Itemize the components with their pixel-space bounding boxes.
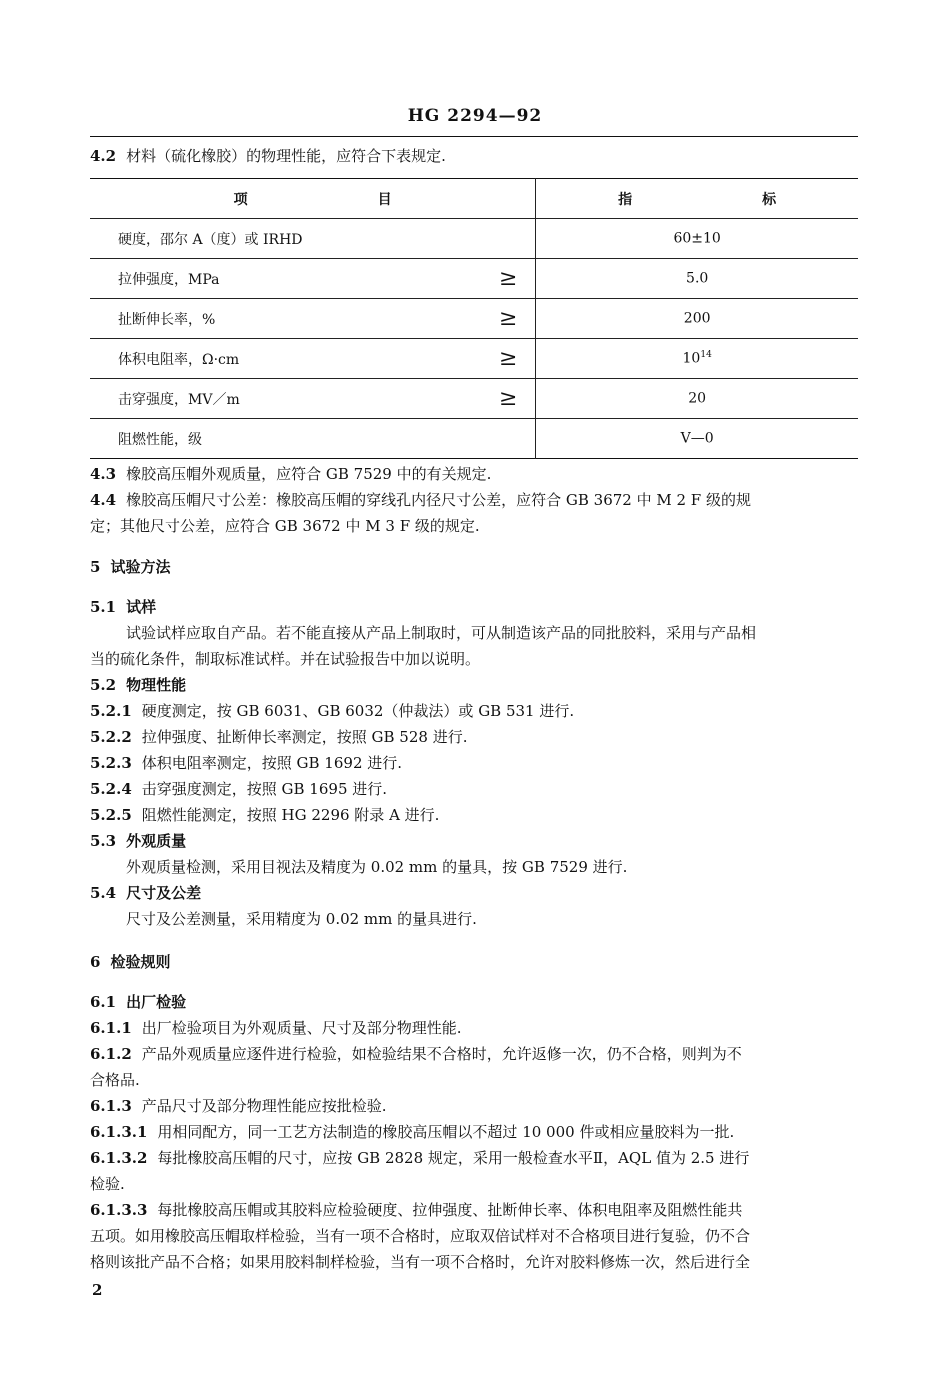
property-value: 5.0 [536, 259, 858, 299]
header-rule [90, 136, 858, 137]
clause-4-2 [90, 146, 860, 166]
clause-4-4: 4.4 橡胶高压帽尺寸公差：橡胶高压帽的穿线孔内径尺寸公差，应符合 GB 3672 中 M 2 F 级的规 [90, 491, 751, 509]
clause-number: 4.2 [90, 147, 117, 165]
clause-5-2-4: 5.2.4 击穿强度测定，按照 GB 1695 进行. [90, 780, 388, 798]
clause-6-1-3-3-continued-2: 格则该批产品不合格；如果用胶料制样检验，当有一项不合格时，允许对胶料修炼一次，然后进行全 [90, 1253, 751, 1271]
table-row [90, 379, 858, 419]
clause-6-1-2: 6.1.2 产品外观质量应逐件进行检验，如检验结果不合格时，允许返修一次，仍不合格，则判为不 [90, 1045, 742, 1063]
clause-5-4-heading: 5.4 尺寸及公差 [90, 884, 202, 902]
clause-5-1-heading: 5.1 试样 [90, 598, 157, 616]
clause-5-3-text: 外观质量检测，采用目视法及精度为 0.02 mm 的量具，按 GB 7529 进行. [126, 858, 628, 876]
table-row [90, 299, 858, 339]
comparison-symbol [481, 219, 536, 259]
comparison-symbol: ≥ [499, 266, 518, 291]
page-number: 2 [92, 1281, 103, 1299]
clause-6-1-3: 6.1.3 产品尺寸及部分物理性能应按批检验. [90, 1097, 387, 1115]
property-name: 硬度，邵尔 A（度）或 IRHD [118, 231, 303, 248]
property-value: 20 [536, 379, 858, 419]
property-name: 扯断伸长率，% [118, 311, 216, 328]
clause-5-2-5: 5.2.5 阻燃性能测定，按照 HG 2296 附录 A 进行. [90, 806, 440, 824]
clause-5-2-1: 5.2.1 硬度测定，按 GB 6031、GB 6032（仲裁法）或 GB 531 进行. [90, 702, 575, 720]
property-value: V—0 [536, 419, 858, 459]
table-row [90, 339, 858, 379]
table-header-row [90, 179, 858, 219]
property-name: 体积电阻率，Ω·cm [118, 351, 240, 368]
clause-6-1-1: 6.1.1 出厂检验项目为外观质量、尺寸及部分物理性能. [90, 1019, 462, 1037]
standard-code-header: HG 2294—92 [407, 106, 543, 126]
clause-5-4-text: 尺寸及公差测量，采用精度为 0.02 mm 的量具进行. [126, 910, 477, 928]
clause-6-1-3-1: 6.1.3.1 用相同配方，同一工艺方法制造的橡胶高压帽以不超过 10 000 件或相应量胶料为一批. [90, 1123, 735, 1141]
clause-text: 材料（硫化橡胶）的物理性能，应符合下表规定. [126, 147, 446, 165]
clause-5-2-2: 5.2.2 拉伸强度、扯断伸长率测定，按照 GB 528 进行. [90, 728, 468, 746]
clause-4-3: 4.3 橡胶高压帽外观质量，应符合 GB 7529 中的有关规定. [90, 465, 492, 483]
clause-4-4-continued: 定；其他尺寸公差，应符合 GB 3672 中 M 3 F 级的规定. [90, 517, 480, 535]
clause-6-1-3-2-continued: 检验. [90, 1175, 125, 1193]
clause-5-1-text-continued: 当的硫化条件，制取标准试样。并在试验报告中加以说明。 [90, 650, 481, 668]
physical-properties-table [90, 178, 858, 459]
comparison-symbol [481, 419, 536, 459]
clause-6-1-3-3-continued-1: 五项。如用橡胶高压帽取样检验，当有一项不合格时，应取双倍试样对不合格项目进行复验，仍不合 [90, 1227, 751, 1245]
property-value: $10^{14}$ [536, 339, 858, 379]
section-6-heading: 6 检验规则 [90, 953, 171, 971]
clause-6-1-2-continued: 合格品. [90, 1071, 140, 1089]
property-name: 阻燃性能，级 [118, 431, 202, 448]
property-name: 拉伸强度，MPa [118, 271, 220, 288]
property-value: 60±10 [536, 219, 858, 259]
table-row [90, 419, 858, 459]
comparison-symbol: ≥ [499, 386, 518, 411]
clause-6-1-3-3: 6.1.3.3 每批橡胶高压帽或其胶料应检验硬度、拉伸强度、扯断伸长率、体积电阻率及阻燃性能共 [90, 1201, 743, 1219]
clause-5-1-text: 试验试样应取自产品。若不能直接从产品上制取时，可从制造该产品的同批胶料，采用与产品相 [126, 624, 757, 642]
column-header-item: 项 目 [233, 191, 392, 208]
section-5-heading: 5 试验方法 [90, 558, 171, 576]
comparison-symbol: ≥ [499, 346, 518, 371]
clause-5-2-heading: 5.2 物理性能 [90, 676, 187, 694]
table-row [90, 259, 858, 299]
clause-5-2-3: 5.2.3 体积电阻率测定，按照 GB 1692 进行. [90, 754, 403, 772]
exponent: 14 [700, 350, 712, 361]
column-header-value: 指 标 [536, 179, 858, 219]
table-row [90, 219, 858, 259]
comparison-symbol: ≥ [499, 306, 518, 331]
clause-6-1-heading: 6.1 出厂检验 [90, 993, 187, 1011]
property-value: 200 [536, 299, 858, 339]
clause-6-1-3-2: 6.1.3.2 每批橡胶高压帽的尺寸，应按 GB 2828 规定，采用一般检查水平Ⅱ，AQL 值为 2.5 进行 [90, 1149, 750, 1167]
clause-5-3-heading: 5.3 外观质量 [90, 832, 187, 850]
property-name: 击穿强度，MV／m [118, 391, 240, 408]
